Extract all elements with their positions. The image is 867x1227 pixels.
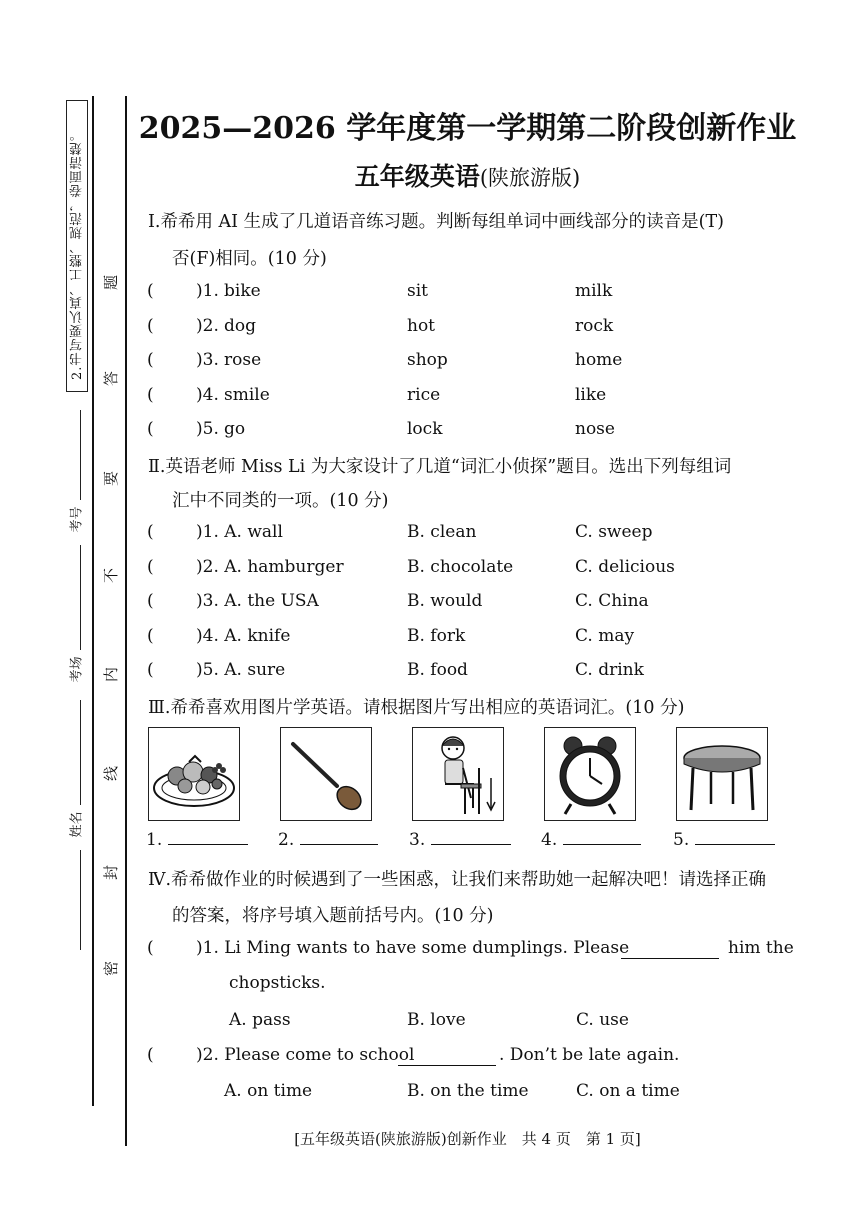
answer-paren: ( [147,591,154,611]
word: like [575,385,607,405]
field-extra-line [80,850,81,950]
answer-paren: ( [147,281,154,301]
option-c: C. drink [575,660,644,680]
picture-label: 4. [541,830,558,850]
word: milk [575,281,613,301]
word: bike [224,281,261,301]
answer-blank[interactable] [300,830,378,845]
section1-heading: Ⅰ.希希用 AI 生成了几道语音练习题。判断每组单词中画线部分的读音是(T) [148,212,724,232]
word: rock [575,316,614,336]
answer-paren: ( [147,419,154,439]
question-number: )3. [196,350,219,370]
seal-char: 要 [102,470,121,487]
girl-sitting-icon [412,727,504,821]
section3-heading: Ⅲ.希希喜欢用图片学英语。请根据图片写出相应的英语词汇。(10 分) [148,698,685,718]
seal-char: 线 [102,765,121,782]
word: sit [407,281,428,301]
word: lock [407,419,443,439]
option-b: B. on the time [407,1081,529,1101]
picture-answer [673,830,775,850]
option-a: )2. A. hamburger [196,557,344,577]
section1-heading-cont: 否(F)相同。(10 分) [172,249,327,269]
question-number: )1. [196,281,219,301]
answer-paren: ( [147,557,154,577]
question-text-tail: . Don’t be late again. [499,1045,680,1065]
answer-paren: ( [147,626,154,646]
field-exam-room: 考场 [69,656,85,683]
option-a: )5. A. sure [196,660,286,680]
picture-answer [278,830,378,850]
answer-blank[interactable] [398,1051,496,1066]
question-number: )2. [196,316,219,336]
field-exam-no-line [80,410,81,500]
page-footer: [五年级英语(陕旅游版)创新作业 共 4 页 第 1 页] [294,1130,641,1148]
option-c: C. sweep [575,522,653,542]
field-exam-room-line [80,545,81,650]
option-c: C. on a time [576,1081,680,1101]
section4-heading-cont: 的答案，将序号填入题前括号内。(10 分) [172,906,494,926]
table-icon [676,727,768,821]
field-name-line [80,700,81,805]
answer-paren: ( [147,1045,154,1065]
picture-label: 5. [673,830,690,850]
word: hot [407,316,436,336]
fruit-plate-icon [148,727,240,821]
option-a: A. on time [224,1081,313,1101]
seal-char: 密 [102,960,121,977]
option-b: B. would [407,591,483,611]
answer-paren: ( [147,938,154,958]
binding-line-inner [125,96,127,1146]
question-text: )2. Please come to school [196,1045,415,1065]
answer-paren: ( [147,660,154,680]
seal-char: 不 [102,567,121,584]
option-c: C. may [575,626,635,646]
option-b: B. fork [407,626,466,646]
option-a: )3. A. the USA [196,591,319,611]
word: shop [407,350,448,370]
word: nose [575,419,615,439]
answer-paren: ( [147,350,154,370]
picture-label: 3. [409,830,426,850]
word: dog [224,316,256,336]
answer-paren: ( [147,316,154,336]
option-c: C. use [576,1010,629,1030]
question-text: )1. Li Ming wants to have some dumplings. Please [196,938,630,958]
answer-blank[interactable] [695,830,775,845]
picture-label: 2. [278,830,295,850]
option-b: B. love [407,1010,466,1030]
subject-label: 五年级英语 [354,162,480,191]
word: go [224,419,246,439]
option-b: B. food [407,660,468,680]
option-b: B. clean [407,522,477,542]
seal-char: 题 [102,274,121,291]
option-a: )4. A. knife [196,626,291,646]
picture-answer [409,830,511,850]
option-b: B. chocolate [407,557,514,577]
seal-char: 封 [102,864,121,881]
answer-blank[interactable] [168,830,248,845]
question-text-cont: chopsticks. [229,973,326,993]
option-a: A. pass [229,1010,291,1030]
margin-notice: 2.书写要认真、工整、规范，卷面清楚。 [70,127,85,380]
word: rose [224,350,262,370]
question-number: )4. [196,385,219,405]
option-a: )1. A. wall [196,522,283,542]
seal-char: 答 [102,370,121,387]
word: smile [224,385,270,405]
section2-heading: Ⅱ.英语老师 Miss Li 为大家设计了几道“词汇小侦探”题目。选出下列每组词 [148,457,732,477]
alarm-clock-icon [544,727,636,821]
word: rice [407,385,441,405]
picture-answer [541,830,641,850]
question-text-tail: him the [728,938,794,958]
option-c: C. delicious [575,557,675,577]
picture-answer [146,830,248,850]
page-subtitle [0,157,867,193]
section4-heading: Ⅳ.希希做作业的时候遇到了一些困惑，让我们来帮助她一起解决吧！请选择正确 [148,870,767,890]
option-c: C. China [575,591,649,611]
edition-label: (陕旅游版) [479,166,581,190]
spoon-icon [280,727,372,821]
answer-blank[interactable] [621,944,719,959]
question-number: )5. [196,419,219,439]
binding-line-outer [92,96,94,1106]
page-title: 2025—2026 学年度第一学期第二阶段创新作业 [138,111,797,146]
field-exam-no: 考号 [69,506,85,533]
section2-heading-cont: 汇中不同类的一项。(10 分) [172,491,389,511]
field-name: 姓名 [69,811,85,838]
answer-blank[interactable] [431,830,511,845]
word: home [575,350,623,370]
answer-paren: ( [147,522,154,542]
seal-char: 内 [102,666,121,683]
picture-label: 1. [146,830,163,850]
answer-paren: ( [147,385,154,405]
answer-blank[interactable] [563,830,641,845]
